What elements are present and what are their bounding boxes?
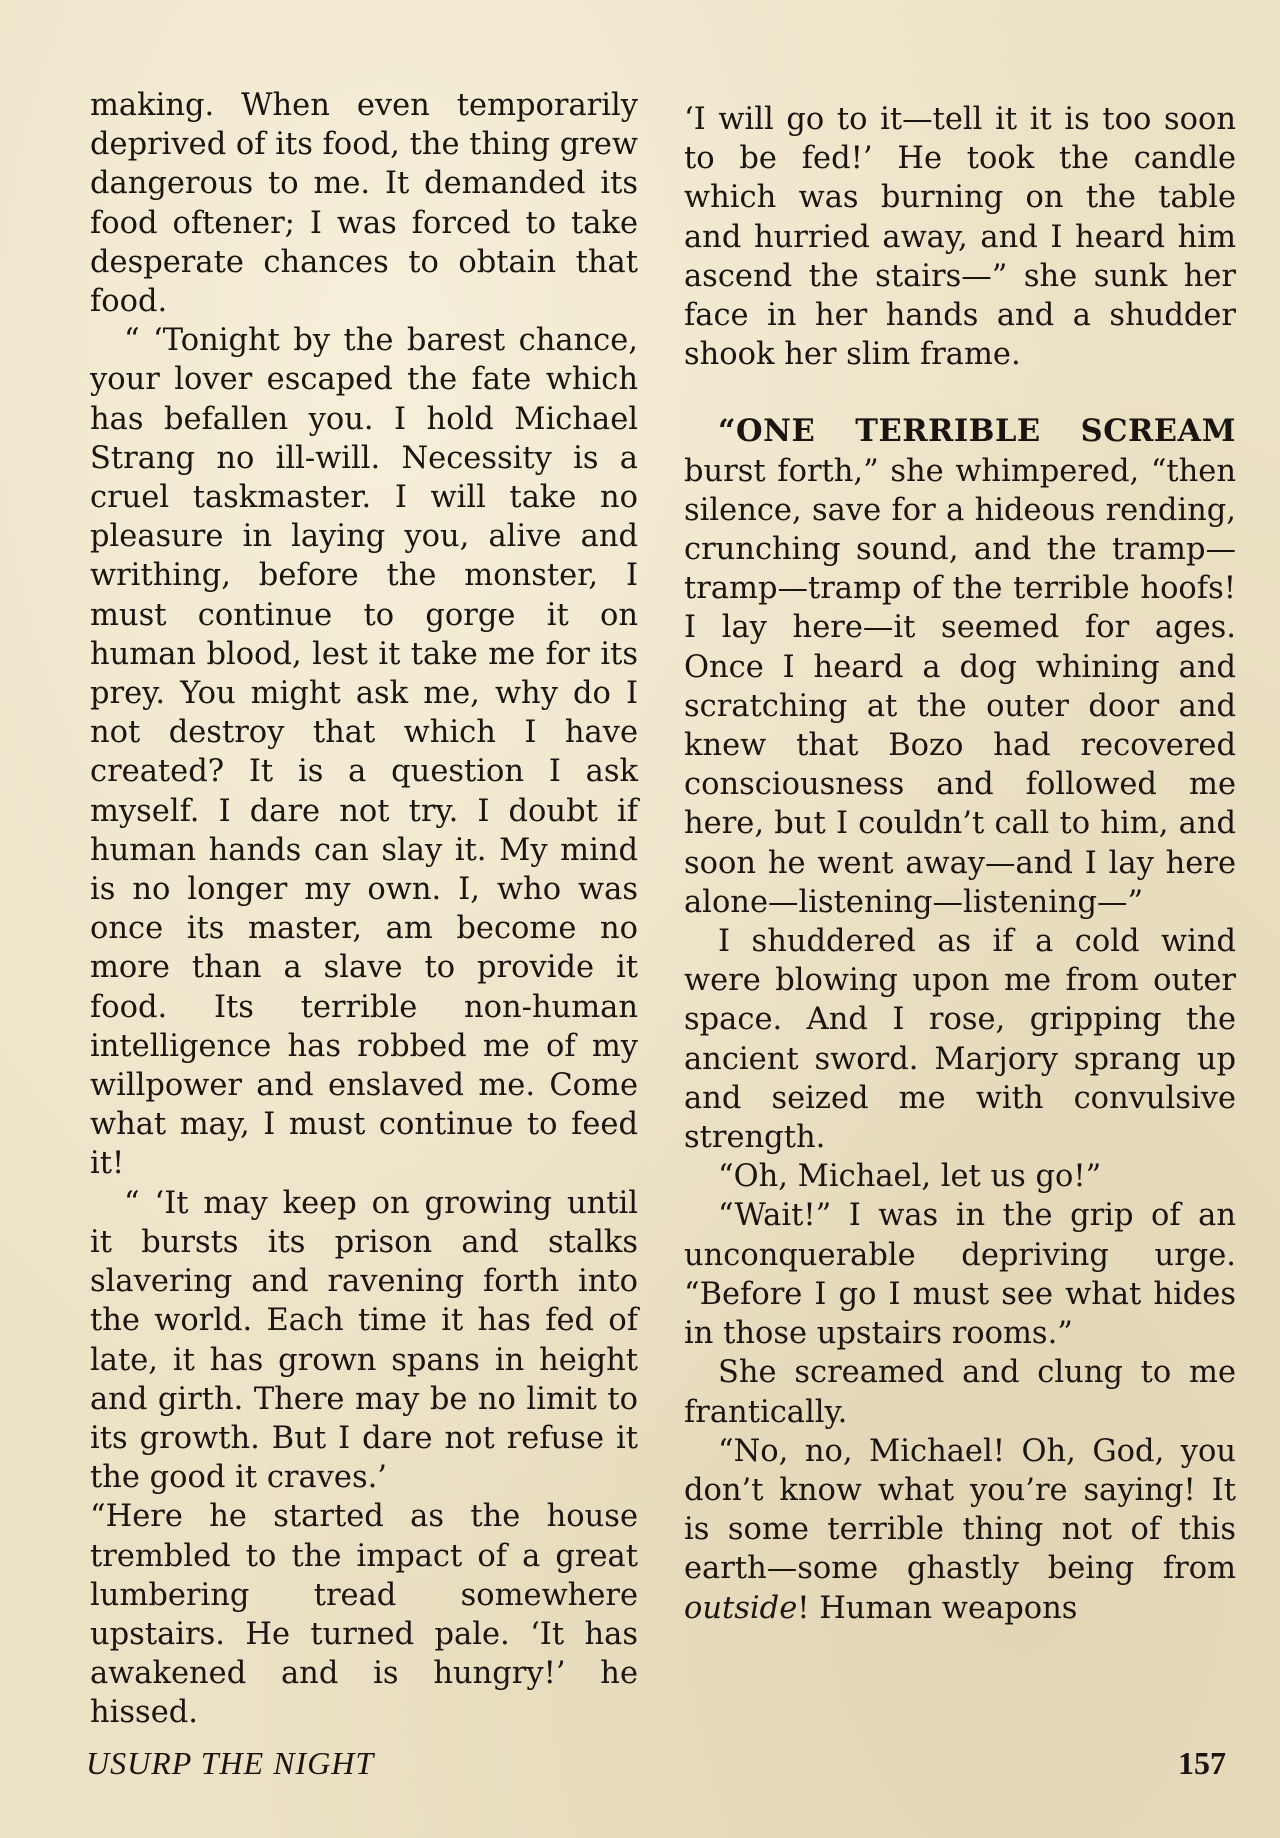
paragraph: “Oh, Michael, let us go!” [718, 1159, 1102, 1195]
paragraph: She screamed and clung to me frantically. [684, 1355, 1236, 1430]
paragraph: “Here he started as the house trembled to the impact of a great lumbering tread somewhere upstairs. He turned pale. ‘It has awakened and is hungry!’ he hissed. [90, 1499, 638, 1731]
paragraph: “ ‘Tonight by the barest chance, your lover escaped the fate which has befallen you. I hold Michael Strang no ill-will. Necessity is a cruel taskmaster. I will take no pleasure in laying you, alive and writhing, before the monster, I must continue to gorge it on human blood, lest it take me for its prey. You might ask me, why do I not destroy that which I have created? It is a question I ask myself. I dare not try. I doubt if human hands can slay it. My mind is no longer my own. I, who was once its master, am become no more than a slave to provide it food. Its terrible non-human intelligence has robbed me of my willpower and enslaved me. Come what may, I must continue to feed it! [90, 323, 638, 1182]
paragraph [684, 1432, 1236, 1628]
paragraph: making. When even temporarily deprived of its food, the thing grew dangerous to me. It demanded its food oftener; I was forced to take desperate chances to obtain that food. [90, 88, 638, 320]
page-number: 157 [1178, 1745, 1226, 1781]
paragraph: I shuddered as if a cold wind were blowing upon me from outer space. And I rose, gripping the ancient sword. Marjory sprang up and seized me with convulsive strength. [684, 924, 1236, 1156]
section-heading: “ONE TERRIBLE SCREAM [718, 413, 1236, 450]
section-text: burst forth,” she whimpered, “then silence, save for a hideous rending, crunching sound, and the tramp—tramp—tramp of the terrible hoofs! I lay here—it seemed for ages. Once I heard a dog whining and scratching at the outer door and knew that Bozo had recovered consciousness and followed me here, but I couldn’t call to him, and soon he went away—and I lay here alone—listening—listening—” [684, 453, 1236, 920]
running-title: USURP THE NIGHT [86, 1745, 375, 1781]
right-column [684, 100, 1236, 1628]
paragraph: “Wait!” I was in the grip of an unconquerable depriving urge. “Before I go I must see what hides in those upstairs rooms.” [684, 1198, 1236, 1352]
paragraph: ‘I will go to it—tell it it is too soon to be fed!’ He took the candle which was burning on the table and hurried away, and I heard him ascend the stairs—” she sunk her face in her hands and a shudder shook her slim frame. [684, 102, 1236, 373]
left-column [90, 86, 638, 1733]
paragraph-text: “No, no, Michael! Oh, God, you don’t know what you’re saying! It is some terrible thing not of this earth—some ghastly being from [684, 1433, 1236, 1587]
italic-word: outside [684, 1590, 798, 1626]
paragraph: “ ‘It may keep on growing until it bursts its prison and stalks slavering and ravening forth into the world. Each time it has fed of late, it has grown spans in height and girth. There may be no limit to its growth. But I dare not refuse it the good it craves.’ [90, 1185, 638, 1496]
section-paragraph [684, 412, 1236, 922]
paragraph-text: ! Human weapons [797, 1590, 1078, 1626]
